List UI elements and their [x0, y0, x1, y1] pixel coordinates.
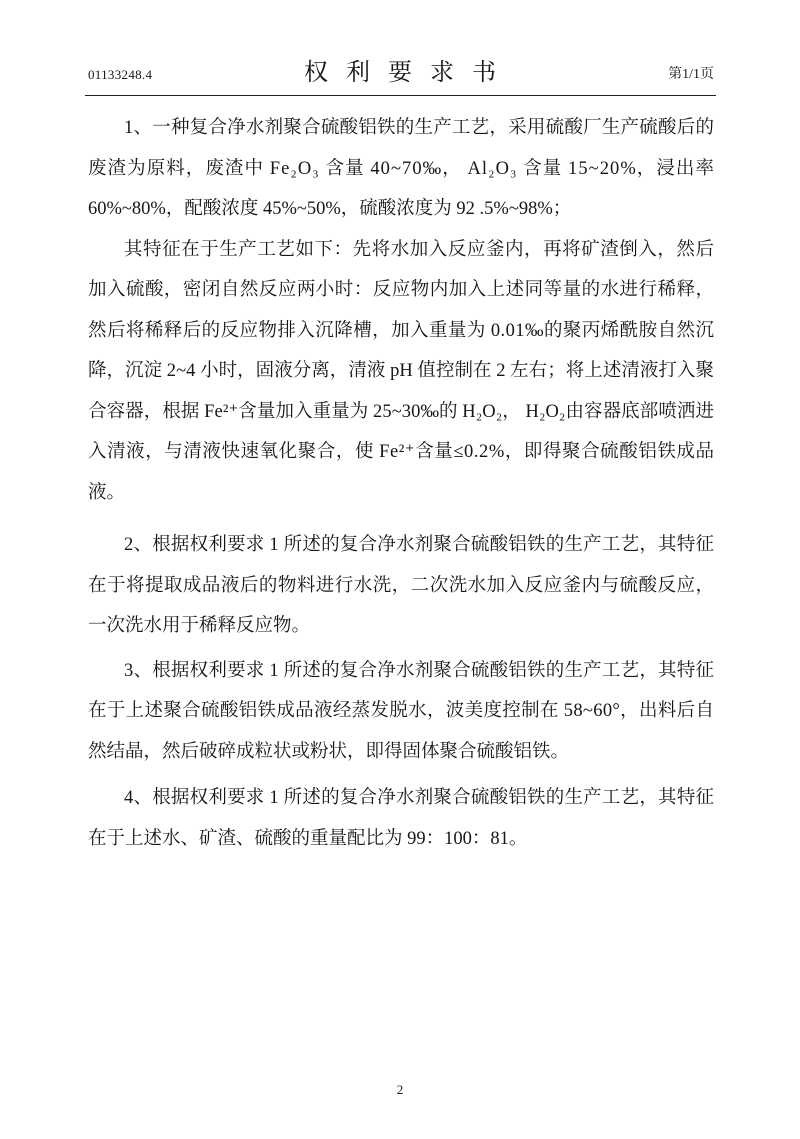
claim-4 — [88, 778, 714, 859]
claim-2 — [88, 525, 714, 647]
text-line: 在于将提取成品液后的物料进行水洗，二次洗水加入反应釜内与硫酸反应， — [88, 575, 715, 596]
text-line: 2、根据权利要求 1 所述的复合净水剂聚合硫酸铝铁的生产工艺，其特征 — [124, 535, 715, 555]
text-line: 然后将稀释后的反应物排入沉降槽，加入重量为 0.01‰的聚丙烯酰胺自然沉 — [88, 320, 715, 341]
claim-1-characterizing-part — [88, 230, 714, 514]
application-number: 01133248.4 — [88, 67, 153, 82]
text-line: 3、根据权利要求 1 所述的复合净水剂聚合硫酸铝铁的生产工艺，其特征 — [124, 660, 715, 681]
page-indicator: 第1/1页 — [668, 67, 714, 82]
text-line: 加入硫酸，密闭自然反应两小时：反应物内加入上述同等量的水进行稀释， — [88, 280, 715, 300]
text-line: 60%~80%，配酸浓度 45%~50%，硫酸浓度为 92 .5%~98%； — [88, 199, 572, 219]
header-divider — [85, 95, 716, 96]
text-line: 入清液，与清液快速氧化聚合，使 Fe²⁺含量≤0.2%，即得聚合硫酸铝铁成品 — [88, 442, 715, 462]
text-line: 1、一种复合净水剂聚合硫酸铝铁的生产工艺，采用硫酸厂生产硫酸后的 — [124, 118, 715, 138]
claim-3 — [88, 651, 714, 773]
text-line: 其特征在于生产工艺如下：先将水加入反应釜内，再将矿渣倒入，然后 — [124, 239, 715, 260]
text-line: 在于上述聚合硫酸铝铁成品液经蒸发脱水，波美度控制在 58~60°，出料后自 — [88, 701, 715, 721]
text-line: 合容器，根据 Fe²⁺含量加入重量为 25~30‰的 H₂O₂， H₂O₂由容器底部喷洒进 — [88, 401, 715, 422]
text-line: 废渣为原料，废渣中 Fe₂O₃ 含量 40~70‰， Al₂O₃ 含量 15~20%，浸出率 — [88, 158, 716, 179]
claim-1-preamble — [88, 108, 714, 230]
text-line: 一次洗水用于稀释反应物。 — [88, 616, 311, 636]
text-line: 降，沉淀 2~4 小时，固液分离，清液 pH 值控制在 2 左右；将上述清液打入聚 — [88, 361, 715, 381]
text-line: 液。 — [88, 482, 126, 503]
page-number: 2 — [396, 1082, 404, 1097]
claims-body — [88, 108, 714, 859]
document-title: 权利要求书 — [304, 60, 514, 86]
page-header — [0, 0, 800, 100]
text-line: 4、根据权利要求 1 所述的复合净水剂聚合硫酸铝铁的生产工艺，其特征 — [124, 788, 715, 808]
text-line: 然结晶，然后破碎成粒状或粉状，即得固体聚合硫酸铝铁。 — [88, 741, 570, 762]
text-line: 在于上述水、矿渣、硫酸的重量配比为 99：100：81。 — [88, 828, 528, 849]
